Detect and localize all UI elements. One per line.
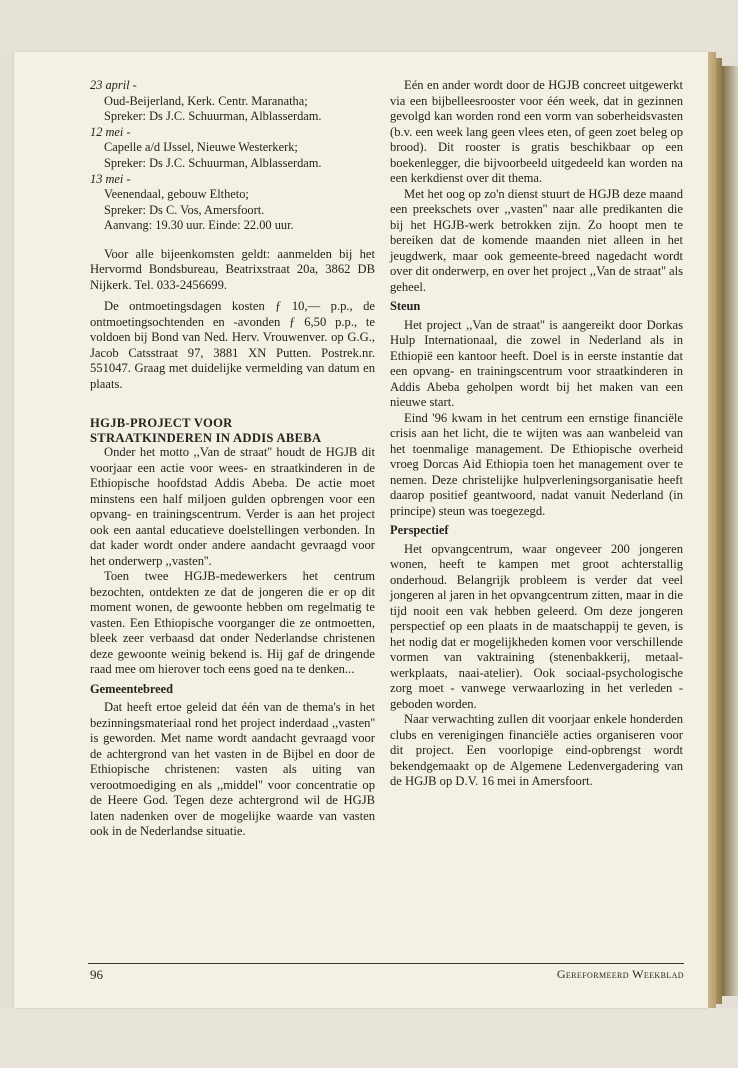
- page-number: 96: [90, 967, 103, 982]
- magazine-name: Gereformeerd Weekblad: [556, 967, 684, 981]
- body-paragraph: Het project ,,Van de straat'' is aangereikt door Dorkas Hulp Internationaal, die zowel in Nederland als in Ethiopië een kantoor heeft. Doel is in eerste instantie dat een opvang- en trainingscentrum voor straatkinderen in Addis Abeba geholpen wordt bij het maken van een nieuwe start.: [390, 317, 683, 409]
- body-paragraph: Naar verwachting zullen dit voorjaar enkele honderden clubs en verenigingen financiële acties organiseren voor dit project. Een voorlopige eind-opbrengst wordt bekendgemaakt op de Algemene Ledenvergadering van de HGJB op D.V. 16 mei in Amersfoort.: [390, 712, 683, 788]
- section-heading: Steun: [390, 299, 421, 313]
- schedule-date: 12 mei -: [90, 124, 131, 139]
- section-heading: Perspectief: [390, 523, 449, 537]
- schedule-times: Aanvang: 19.30 uur. Einde: 22.00 uur.: [104, 218, 294, 233]
- right-column: [390, 78, 683, 790]
- section-heading: Gemeentebreed: [90, 681, 174, 696]
- schedule-entry: [90, 78, 375, 125]
- scan-background-top: [0, 0, 738, 54]
- page-edge: [708, 52, 716, 1008]
- schedule-speaker: Spreker: Ds J.C. Schuurman, Alblasserdam.: [104, 155, 322, 170]
- schedule-location: Capelle a/d IJssel, Nieuwe Westerkerk;: [104, 140, 298, 155]
- spacer: [90, 392, 375, 416]
- schedule-speaker: Spreker: Ds J.C. Schuurman, Alblasserdam.: [104, 109, 322, 124]
- schedule-location: Oud-Beijerland, Kerk. Centr. Maranatha;: [104, 93, 308, 108]
- left-column: [90, 78, 375, 840]
- body-paragraph: Onder het motto ,,Van de straat'' houdt de HGJB dit voorjaar een actie voor wees- en straatkinderen in de Ethiopische hoofdstad Addis Abeba. De actie moet minstens een half miljoen gulden opbrengen voor een opvang- en trainingscentrum. Verder is aan het project ook een aantal educatieve doelstellingen verbonden. In dat kader wordt onder andere aandacht gevraagd voor het onderwerp ,,vasten''.: [90, 445, 375, 568]
- body-paragraph: Dat heeft ertoe geleid dat één van de thema's in het bezinningsmateriaal rond het project inderdaad ,,vasten'' is geworden. Met name wordt aandacht gevraagd voor de achtergrond van het vasten in de Bijbel en door de Ethiopische christenen: vasten als uiting van verootmoediging en als ,,middel'' voor concentratie op de Heere God. Tegen deze achtergrond wil de HGJB laten nadenken over de mogelijke waarde van vasten ook in de Nederlandse situatie.: [90, 700, 375, 839]
- footer-rule: [88, 963, 684, 964]
- schedule-date: 13 mei -: [90, 171, 131, 186]
- costs-paragraph: De ontmoetingsdagen kosten ƒ 10,— p.p., de ontmoetingsochtenden en -avonden ƒ 6,50 p.p., te voldoen bij Bond van Ned. Herv. Vrouwenver. op G.G., Jacob Catsstraat 97, 3881 XN Putten. Postrek.nr. 551047. Graag met duidelijke vermelding van datum en plaats.: [90, 299, 375, 391]
- page-edge: [722, 66, 738, 996]
- body-paragraph: Toen twee HGJB-medewerkers het centrum bezochten, ontdekten ze dat de jongeren die er op dit moment wonen, de gewoonte hebben om regelmatig te vasten. Een Ethiopische voorganger die ze ontmoetten, bleek zeer verbaasd dat onder Nederlandse christenen deze gewoonte weinig bekend is. Hij gaf de dringende raad mee om hierover toch eens goed na te denken...: [90, 569, 375, 677]
- schedule-location: Veenendaal, gebouw Eltheto;: [104, 187, 249, 202]
- schedule-entry: [90, 125, 375, 172]
- schedule-entry: [90, 172, 375, 234]
- registration-paragraph: Voor alle bijeenkomsten geldt: aanmelden bij het Hervormd Bondsbureau, Beatrixstraat 20a, 3862 DB Nijkerk. Tel. 033-2456699.: [90, 246, 375, 292]
- body-paragraph: Met het oog op zo'n dienst stuurt de HGJB deze maand een preekschets over ,,vasten'' naar alle predikanten die bij het HGJB-werk betrokken zijn. Zo hoopt men te bereiken dat de komende maanden niet alleen in het jeugdwerk, maar ook gemeente-breed nagedacht wordt over dit onderwerp, en over het project ,,Van de straat'' als geheel.: [390, 186, 683, 294]
- schedule-speaker: Spreker: Ds C. Vos, Amersfoort.: [104, 202, 265, 217]
- body-paragraph: Eind '96 kwam in het centrum een ernstige financiële crisis aan het licht, die te wijten was aan wanbeleid van het toenmalige management. De Ethiopische overheid vroeg Dorcas Aid Ethiopia toen het management over te nemen. Deze christelijke hulpverleningsorganisatie heeft daarop positief geantwoord, nadat vanuit Nederland (in principe) steun was toegezegd.: [390, 410, 683, 518]
- body-paragraph: Het opvangcentrum, waar ongeveer 200 jongeren wonen, heeft te kampen met groot achterstallig onderhoud. Belangrijk probleem is verder dat veel jongeren al jaren in het opvangcentrum zitten, maar in die tijd nooit een vak hebben geleerd. Om deze jongeren perspectief op een plaats in de maatschappij te geven, is het nodig dat er mogelijkheden komen voor verschillende vormen van vaktraining (stenenbakkerij, metaal-werkplaats, naai-atelier). Ook sociaal-psychologische zorg moet - vanwege verwaarlozing in het verleden - geboden worden.: [390, 541, 683, 711]
- article-title: [90, 416, 375, 445]
- meeting-schedule: [90, 78, 375, 234]
- scan-background-bottom: [0, 1008, 738, 1068]
- article-title-line: STRAATKINDEREN IN ADDIS ABEBA: [90, 430, 322, 445]
- schedule-date: 23 april -: [90, 78, 137, 92]
- body-paragraph: Eén en ander wordt door de HGJB concreet uitgewerkt via een bijbelleesrooster voor één week, dat in gezinnen gevolgd kan worden rond een vorm van soberheidsvasten (b.v. een week lang geen vlees eten, of geen zoet beleg op brood). Dit rooster is gratis beschikbaar op een boekenlegger, die bijvoorbeeld uitgedeeld kan worden na een kerkdienst over dit thema.: [390, 78, 683, 185]
- spacer: [90, 234, 375, 247]
- article-title-line: HGJB-PROJECT VOOR: [90, 416, 233, 431]
